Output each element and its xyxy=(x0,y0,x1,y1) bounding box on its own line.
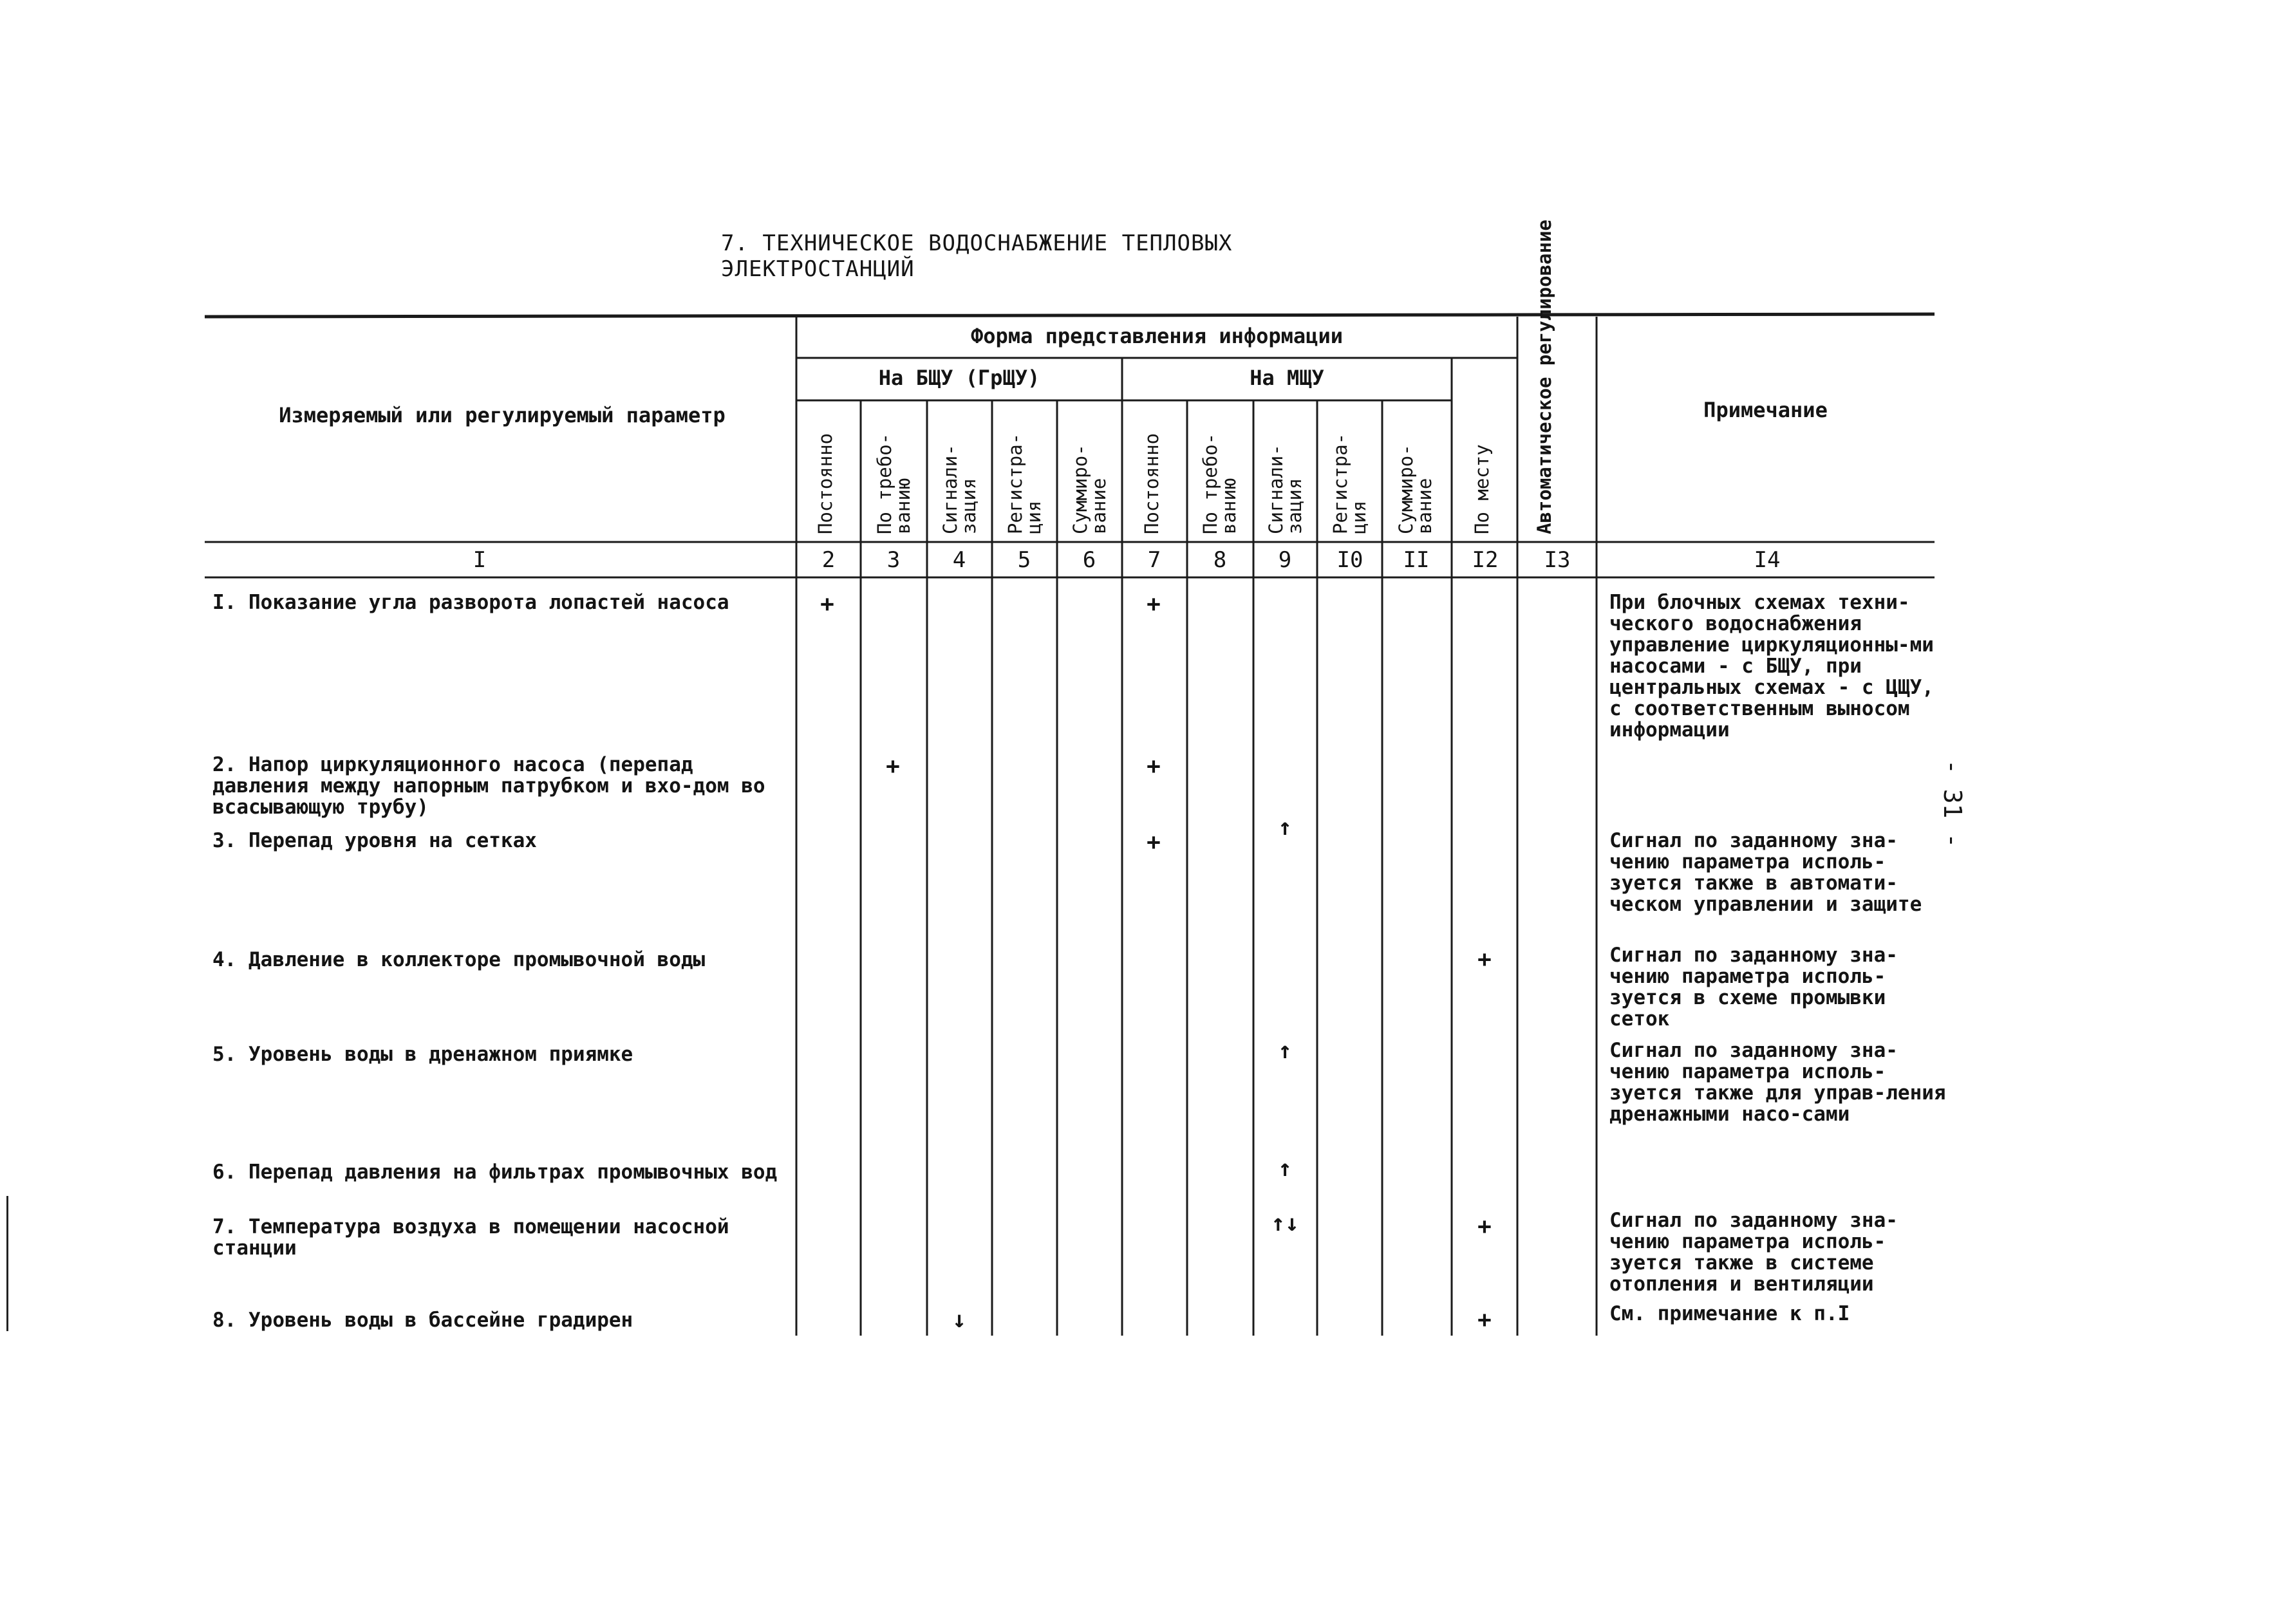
page-number: - 31 - xyxy=(1938,760,1967,848)
colnum-1: I xyxy=(473,547,487,573)
subheader-col9: Сигнали-зация xyxy=(1265,444,1306,534)
colnum-10: I0 xyxy=(1336,547,1363,573)
bshu-header: На БЩУ (ГрЩУ) xyxy=(878,366,1040,390)
row2-mark-col7: + xyxy=(1147,753,1161,779)
table-row-8-note: См. примечание к п.I xyxy=(1609,1302,1850,1325)
row4-mark-col12: + xyxy=(1477,946,1492,973)
note-header: Примечание xyxy=(1703,398,1828,422)
section-title: 7. ТЕХНИЧЕСКОЕ ВОДОСНАБЖЕНИЕ ТЕПЛОВЫХ ЭЛЕКТРОСТАНЦИЙ xyxy=(721,230,1233,282)
subheader-col3: По требо-ванию xyxy=(874,433,914,534)
colnum-5: 5 xyxy=(1017,547,1031,573)
subheader-col6: Суммиро-вание xyxy=(1069,444,1110,534)
table-row-2-param: 2. Напор циркуляционного насоса (перепад давления между напорным патрубком и вхо-дом во всасывающую трубу) xyxy=(212,753,765,819)
table-row-7-note: Сигнал по заданному зна-чению параметра исполь-зуется также в системе отопления и вентиляции xyxy=(1609,1209,1898,1296)
colnum-4: 4 xyxy=(952,547,966,573)
subheader-col7: Постоянно xyxy=(1141,433,1163,534)
row1-mark-col2: + xyxy=(820,591,834,617)
table-row-6-param: 6. Перепад давления на фильтрах промывочных вод xyxy=(212,1161,778,1184)
subheader-col10: Регистра-ция xyxy=(1329,433,1370,534)
subheader-col8: По требо-ванию xyxy=(1199,433,1240,534)
form-header: Форма представления информации xyxy=(971,324,1343,348)
colnum-11: II xyxy=(1403,547,1430,573)
colnum-14: I4 xyxy=(1754,547,1781,573)
row1-mark-col7: + xyxy=(1147,591,1161,617)
subheader-col12: По месту xyxy=(1471,444,1493,534)
row8-mark-col4: ↓ xyxy=(952,1307,966,1333)
colnum-13: I3 xyxy=(1544,547,1571,573)
table-row-4-note: Сигнал по заданному зна-чению параметра исполь-зуется в схеме промывки сеток xyxy=(1609,944,1898,1031)
row2-mark-col3: + xyxy=(886,753,900,779)
table-row-7-param: 7. Температура воздуха в помещении насосной станции xyxy=(212,1215,729,1260)
table-row-3-param: 3. Перепад уровня на сетках xyxy=(212,829,537,852)
mshu-header: На МЩУ xyxy=(1250,366,1324,390)
row3-mark-col7: + xyxy=(1147,829,1161,855)
row7-mark-col12: + xyxy=(1477,1213,1492,1240)
subheader-col2: Постоянно xyxy=(814,433,836,534)
table-row-5-note: Сигнал по заданному зна-чению параметра исполь-зуется также для управ-ления дренажными насо-сами xyxy=(1609,1039,1946,1126)
colnum-8: 8 xyxy=(1213,547,1227,573)
row3-mark-col9: ↑ xyxy=(1278,814,1292,841)
colnum-7: 7 xyxy=(1147,547,1161,573)
row7-mark-col9: ↑↓ xyxy=(1271,1210,1299,1237)
auto-regulation-header: Автоматическое регулирование xyxy=(1533,219,1555,534)
table-row-5-param: 5. Уровень воды в дренажном приямке xyxy=(212,1043,633,1066)
colnum-6: 6 xyxy=(1082,547,1096,573)
table-row-8-param: 8. Уровень воды в бассейне градирен xyxy=(212,1309,633,1332)
colnum-12: I2 xyxy=(1472,547,1499,573)
table-row-3-note: Сигнал по заданному зна-чению параметра исполь-зуется также в автомати-ческом управлении и защите xyxy=(1609,829,1922,916)
subheader-col4: Сигнали-зация xyxy=(939,444,980,534)
colnum-2: 2 xyxy=(821,547,836,573)
subheader-col11: Суммиро-вание xyxy=(1395,444,1436,534)
table-row-1-note: При блочных схемах техни-ческого водоснабжения управление циркуляционны-ми насосами - с БЩУ, при центральных схемах - с ЦЩУ, с соответственным выносом информации xyxy=(1609,591,1934,742)
subheader-col5: Регистра-ция xyxy=(1004,433,1045,534)
table-row-1-param: I. Показание угла разворота лопастей насоса xyxy=(212,591,729,614)
colnum-3: 3 xyxy=(886,547,901,573)
table-row-4-param: 4. Давление в коллекторе промывочной воды xyxy=(212,948,706,971)
row6-mark-col9: ↑ xyxy=(1278,1155,1292,1182)
colnum-9: 9 xyxy=(1278,547,1292,573)
param-header: Измеряемый или регулируемый параметр xyxy=(279,403,726,427)
row8-mark-col12: + xyxy=(1477,1307,1492,1333)
row5-mark-col9: ↑ xyxy=(1278,1038,1292,1064)
